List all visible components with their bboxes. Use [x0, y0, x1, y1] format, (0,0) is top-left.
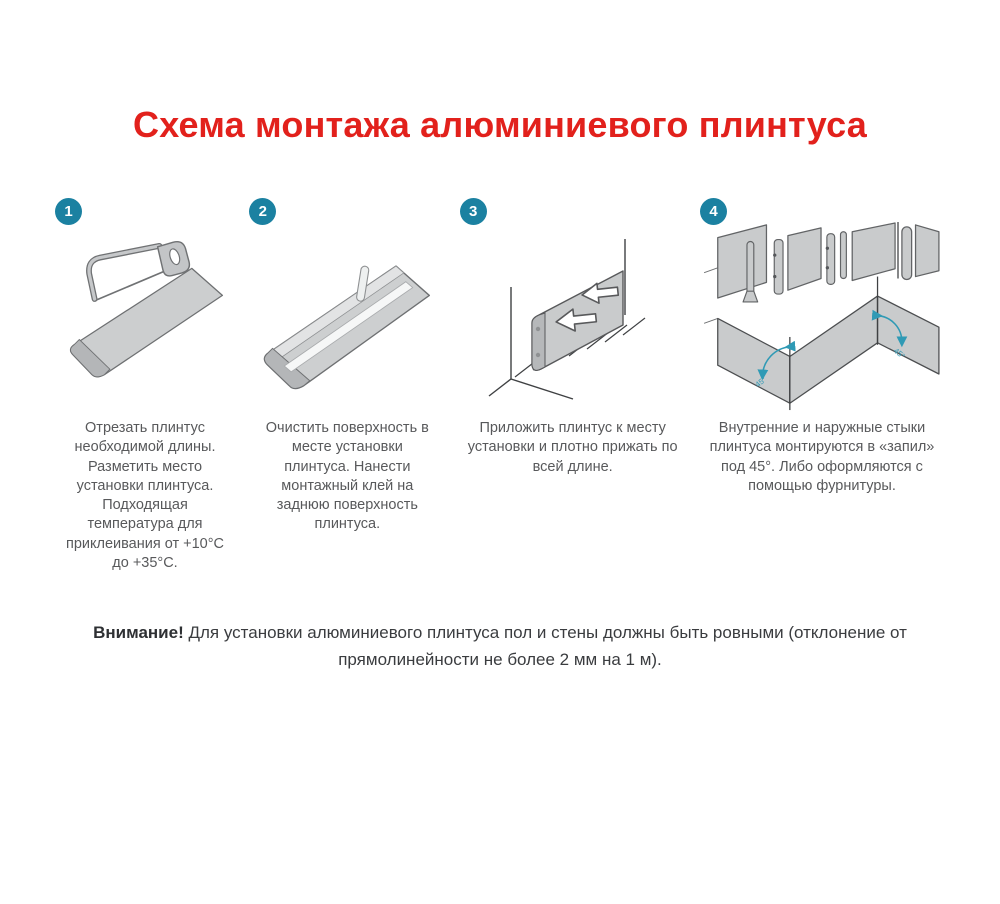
step-2-number-badge: 2: [249, 198, 276, 225]
step-4: [700, 198, 944, 573]
step-4-illustration: [700, 227, 944, 407]
step-3: [460, 198, 686, 573]
warning-note: [78, 619, 923, 673]
steps-row: [0, 198, 1000, 573]
step-1-illustration: [55, 227, 235, 407]
step-1: [55, 198, 235, 573]
corner-joints-45-degrees-icon: [701, 222, 943, 412]
corner-45-drawing: [704, 277, 939, 410]
step-2-caption: Очистить поверхность в месте установки плинтуса. Нанести монтажный клей на заднюю поверхность плинтуса.: [265, 420, 429, 533]
warning-label: Внимание!: [93, 623, 184, 643]
angle-label: 45°: [891, 346, 907, 361]
glue-on-plinth-back-icon: [249, 229, 445, 405]
warning-text: Для установки алюминиевого плинтуса пол и стены должны быть ровными (отклонение от прямолинейности не более 2 мм на 1 м).: [188, 623, 907, 670]
step-4-caption: Внутренние и наружные стыки плинтуса монтируются в «запил» под 45°. Либо оформляются с помощью фурнитуры.: [709, 420, 935, 494]
press-plinth-to-wall-icon: [473, 229, 673, 405]
step-3-number-badge: 3: [460, 198, 487, 225]
step-3-caption: Приложить плинтус к месту установки и плотно прижать по всей длине.: [467, 420, 678, 475]
angle-label: 45°: [753, 374, 769, 390]
step-4-number-badge: 4: [700, 198, 727, 225]
step-2: [249, 198, 445, 573]
plinth-fittings-drawing: [704, 222, 939, 302]
step-1-caption: Отрезать плинтус необходимой длины. Разметить место установки плинтуса. Подходящая температура для приклеивания от +10°С до +35°С.: [65, 420, 225, 571]
hacksaw-cutting-plinth-icon: [55, 229, 235, 405]
step-2-illustration: [249, 227, 445, 407]
page-title: Схема монтажа алюминиевого плинтуса: [133, 104, 867, 145]
step-3-illustration: [460, 227, 686, 407]
step-1-number-badge: 1: [55, 198, 82, 225]
